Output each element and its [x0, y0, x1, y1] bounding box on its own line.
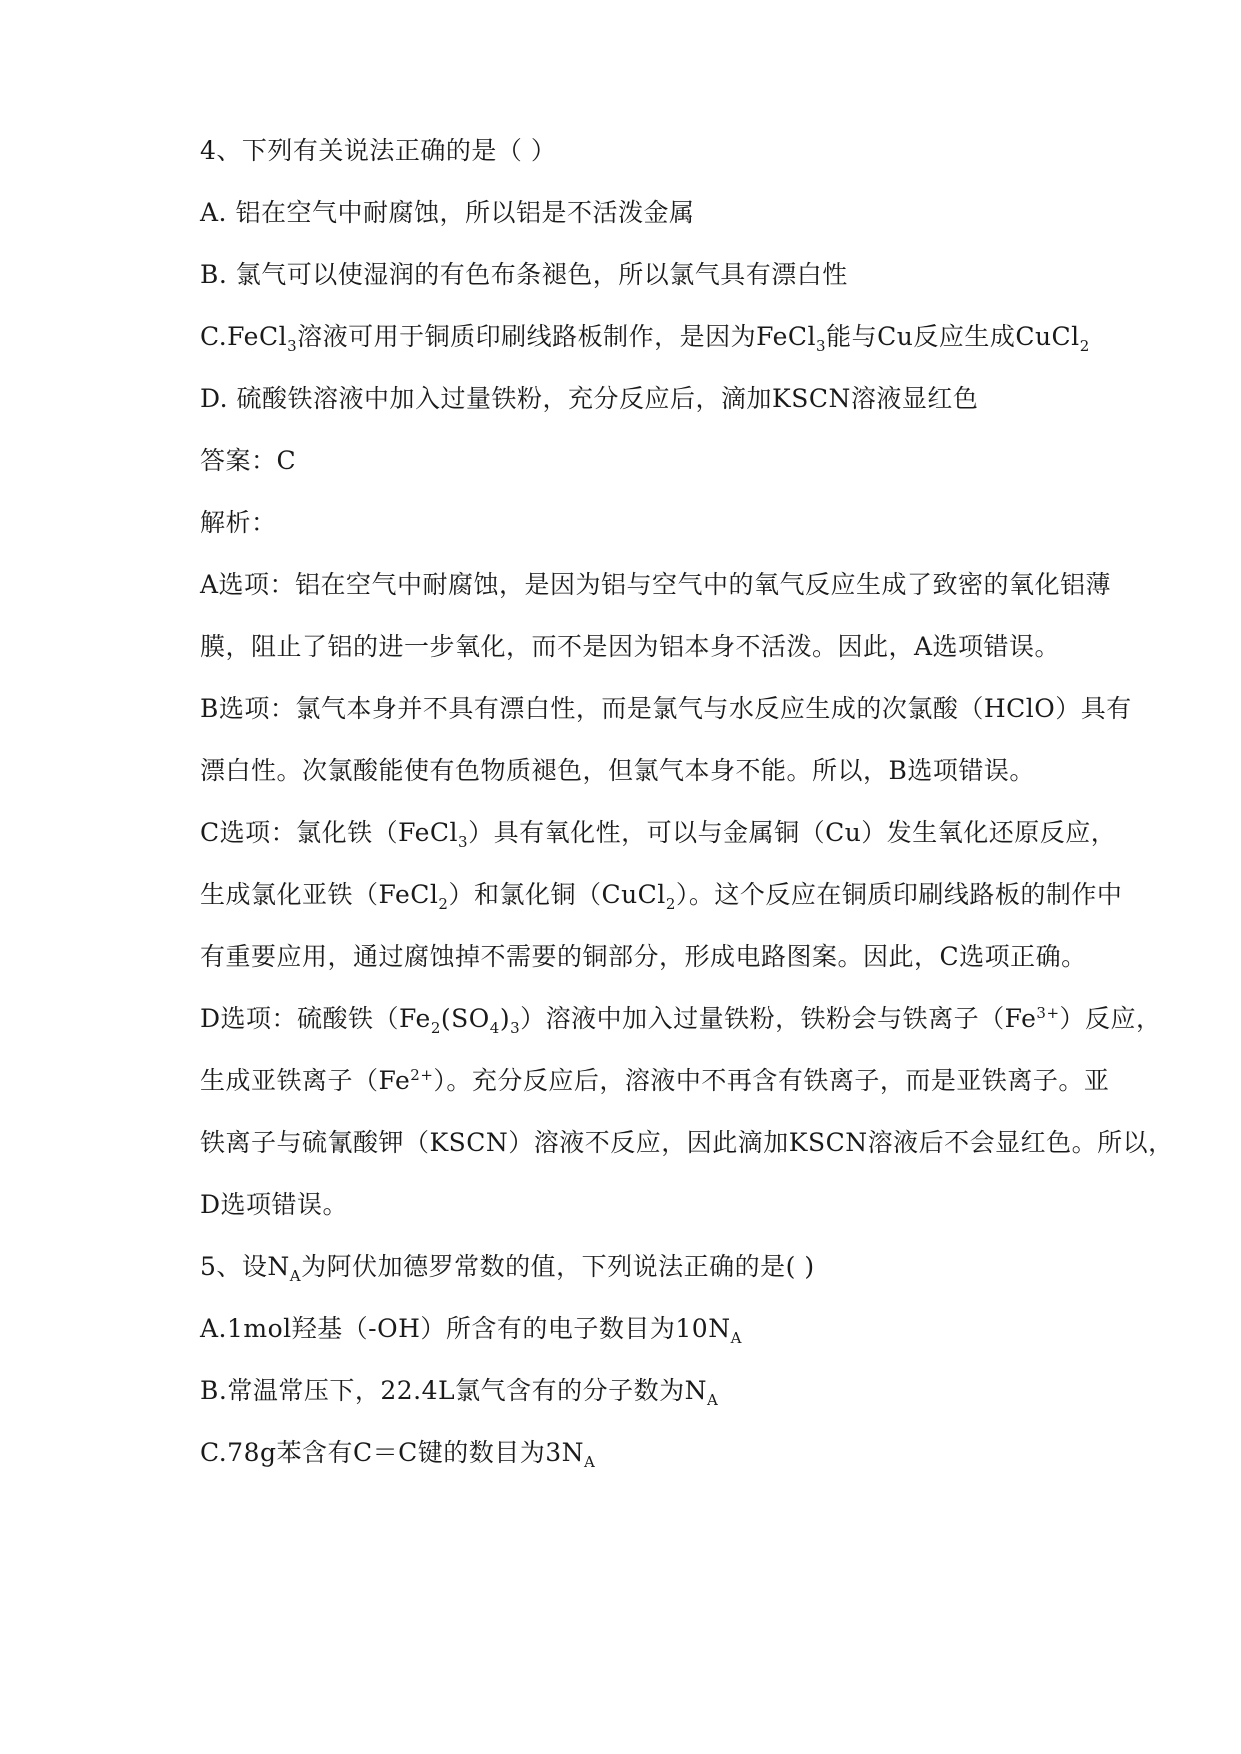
- subscript: 3: [287, 337, 298, 355]
- text-run: (SO: [440, 1004, 490, 1033]
- text-run: C.FeCl: [200, 322, 288, 351]
- text-run: ）。这个反应在铜质印刷线路板的制作中: [675, 880, 1123, 909]
- text-run: ）具有氧化性，可以与金属铜（Cu）发生氧化还原反应，: [468, 818, 1117, 847]
- text-run: C.78g苯含有C＝C键的数目为3N: [200, 1438, 585, 1467]
- subscript: 3: [458, 833, 469, 851]
- explanation-d-line-3: 铁离子与硫氰酸钾（KSCN）溶液不反应，因此滴加KSCN溶液后不会显红色。所以，: [200, 1128, 1174, 1157]
- text-run: ）溶液中加入过量铁粉，铁粉会与铁离子（Fe: [520, 1004, 1037, 1033]
- q5-stem: [200, 1250, 815, 1284]
- text-run: 5、设N: [200, 1252, 290, 1281]
- q4-answer: 答案：C: [200, 446, 297, 475]
- subscript: A: [706, 1391, 719, 1409]
- subscript: 3: [510, 1019, 521, 1037]
- q5-option-c: [200, 1436, 595, 1470]
- text-run: 生成氯化亚铁（FeCl: [200, 880, 439, 909]
- text-run: ）。充分反应后，溶液中不再含有铁离子，而是亚铁离子。亚: [433, 1066, 1110, 1095]
- text-run: 生成亚铁离子（Fe: [200, 1066, 411, 1095]
- explanation-d-line-4: D选项错误。: [200, 1190, 349, 1219]
- text-run: ): [499, 1004, 511, 1033]
- analysis-title: 解析：: [200, 508, 277, 537]
- explanation-a-line-1: A选项：铝在空气中耐腐蚀，是因为铝与空气中的氧气反应生成了致密的氧化铝薄: [200, 570, 1112, 599]
- q4-option-b: B. 氯气可以使湿润的有色布条褪色，所以氯气具有漂白性: [200, 260, 848, 289]
- text-run: B.常温常压下，22.4L氯气含有的分子数为N: [200, 1376, 707, 1405]
- subscript: A: [730, 1329, 742, 1347]
- superscript: 2+: [410, 1066, 434, 1084]
- text-run: D选项：硫酸铁（Fe: [200, 1004, 431, 1033]
- text-run: 能与Cu反应生成CuCl: [826, 322, 1080, 351]
- explanation-d-line-1: [200, 1002, 1162, 1036]
- q4-option-c: [200, 320, 1090, 354]
- explanation-b-line-1: B选项：氯气本身并不具有漂白性，而是氯气与水反应生成的次氯酸（HClO）具有: [200, 694, 1132, 723]
- q4-option-a: A. 铝在空气中耐腐蚀，所以铝是不活泼金属: [200, 198, 695, 227]
- text-run: C选项：氯化铁（FeCl: [200, 818, 459, 847]
- subscript: 2: [665, 895, 676, 913]
- explanation-b-line-2: 漂白性。次氯酸能使有色物质褪色，但氯气本身不能。所以，B选项错误。: [200, 756, 1035, 785]
- q5-option-b: [200, 1374, 718, 1408]
- explanation-c-line-3: 有重要应用，通过腐蚀掉不需要的铜部分，形成电路图案。因此，C选项正确。: [200, 942, 1087, 971]
- explanation-d-line-2: [200, 1064, 1109, 1098]
- text-run: ）反应，: [1059, 1004, 1162, 1033]
- subscript: 3: [816, 337, 827, 355]
- text-run: 溶液可用于铜质印刷线路板制作，是因为FeCl: [297, 322, 817, 351]
- q4-stem: 4、下列有关说法正确的是（ ）: [200, 136, 557, 165]
- subscript: 2: [438, 895, 449, 913]
- subscript: A: [584, 1453, 596, 1471]
- q5-option-a: [200, 1312, 742, 1346]
- explanation-c-line-1: [200, 816, 1116, 850]
- explanation-a-line-2: 膜，阻止了铝的进一步氧化，而不是因为铝本身不活泼。因此，A选项错误。: [200, 632, 1061, 661]
- explanation-c-line-2: [200, 878, 1122, 912]
- subscript: A: [289, 1267, 302, 1285]
- subscript: 4: [489, 1019, 500, 1037]
- text-run: ）和氯化铜（CuCl: [448, 880, 666, 909]
- subscript: 2: [1079, 337, 1090, 355]
- q4-option-d: D. 硫酸铁溶液中加入过量铁粉，充分反应后，滴加KSCN溶液显红色: [200, 384, 979, 413]
- text-run: A.1mol羟基（-OH）所含有的电子数目为10N: [200, 1314, 731, 1343]
- subscript: 2: [430, 1019, 441, 1037]
- superscript: 3+: [1036, 1004, 1060, 1022]
- text-run: 为阿伏加德罗常数的值，下列说法正确的是( ): [301, 1252, 815, 1281]
